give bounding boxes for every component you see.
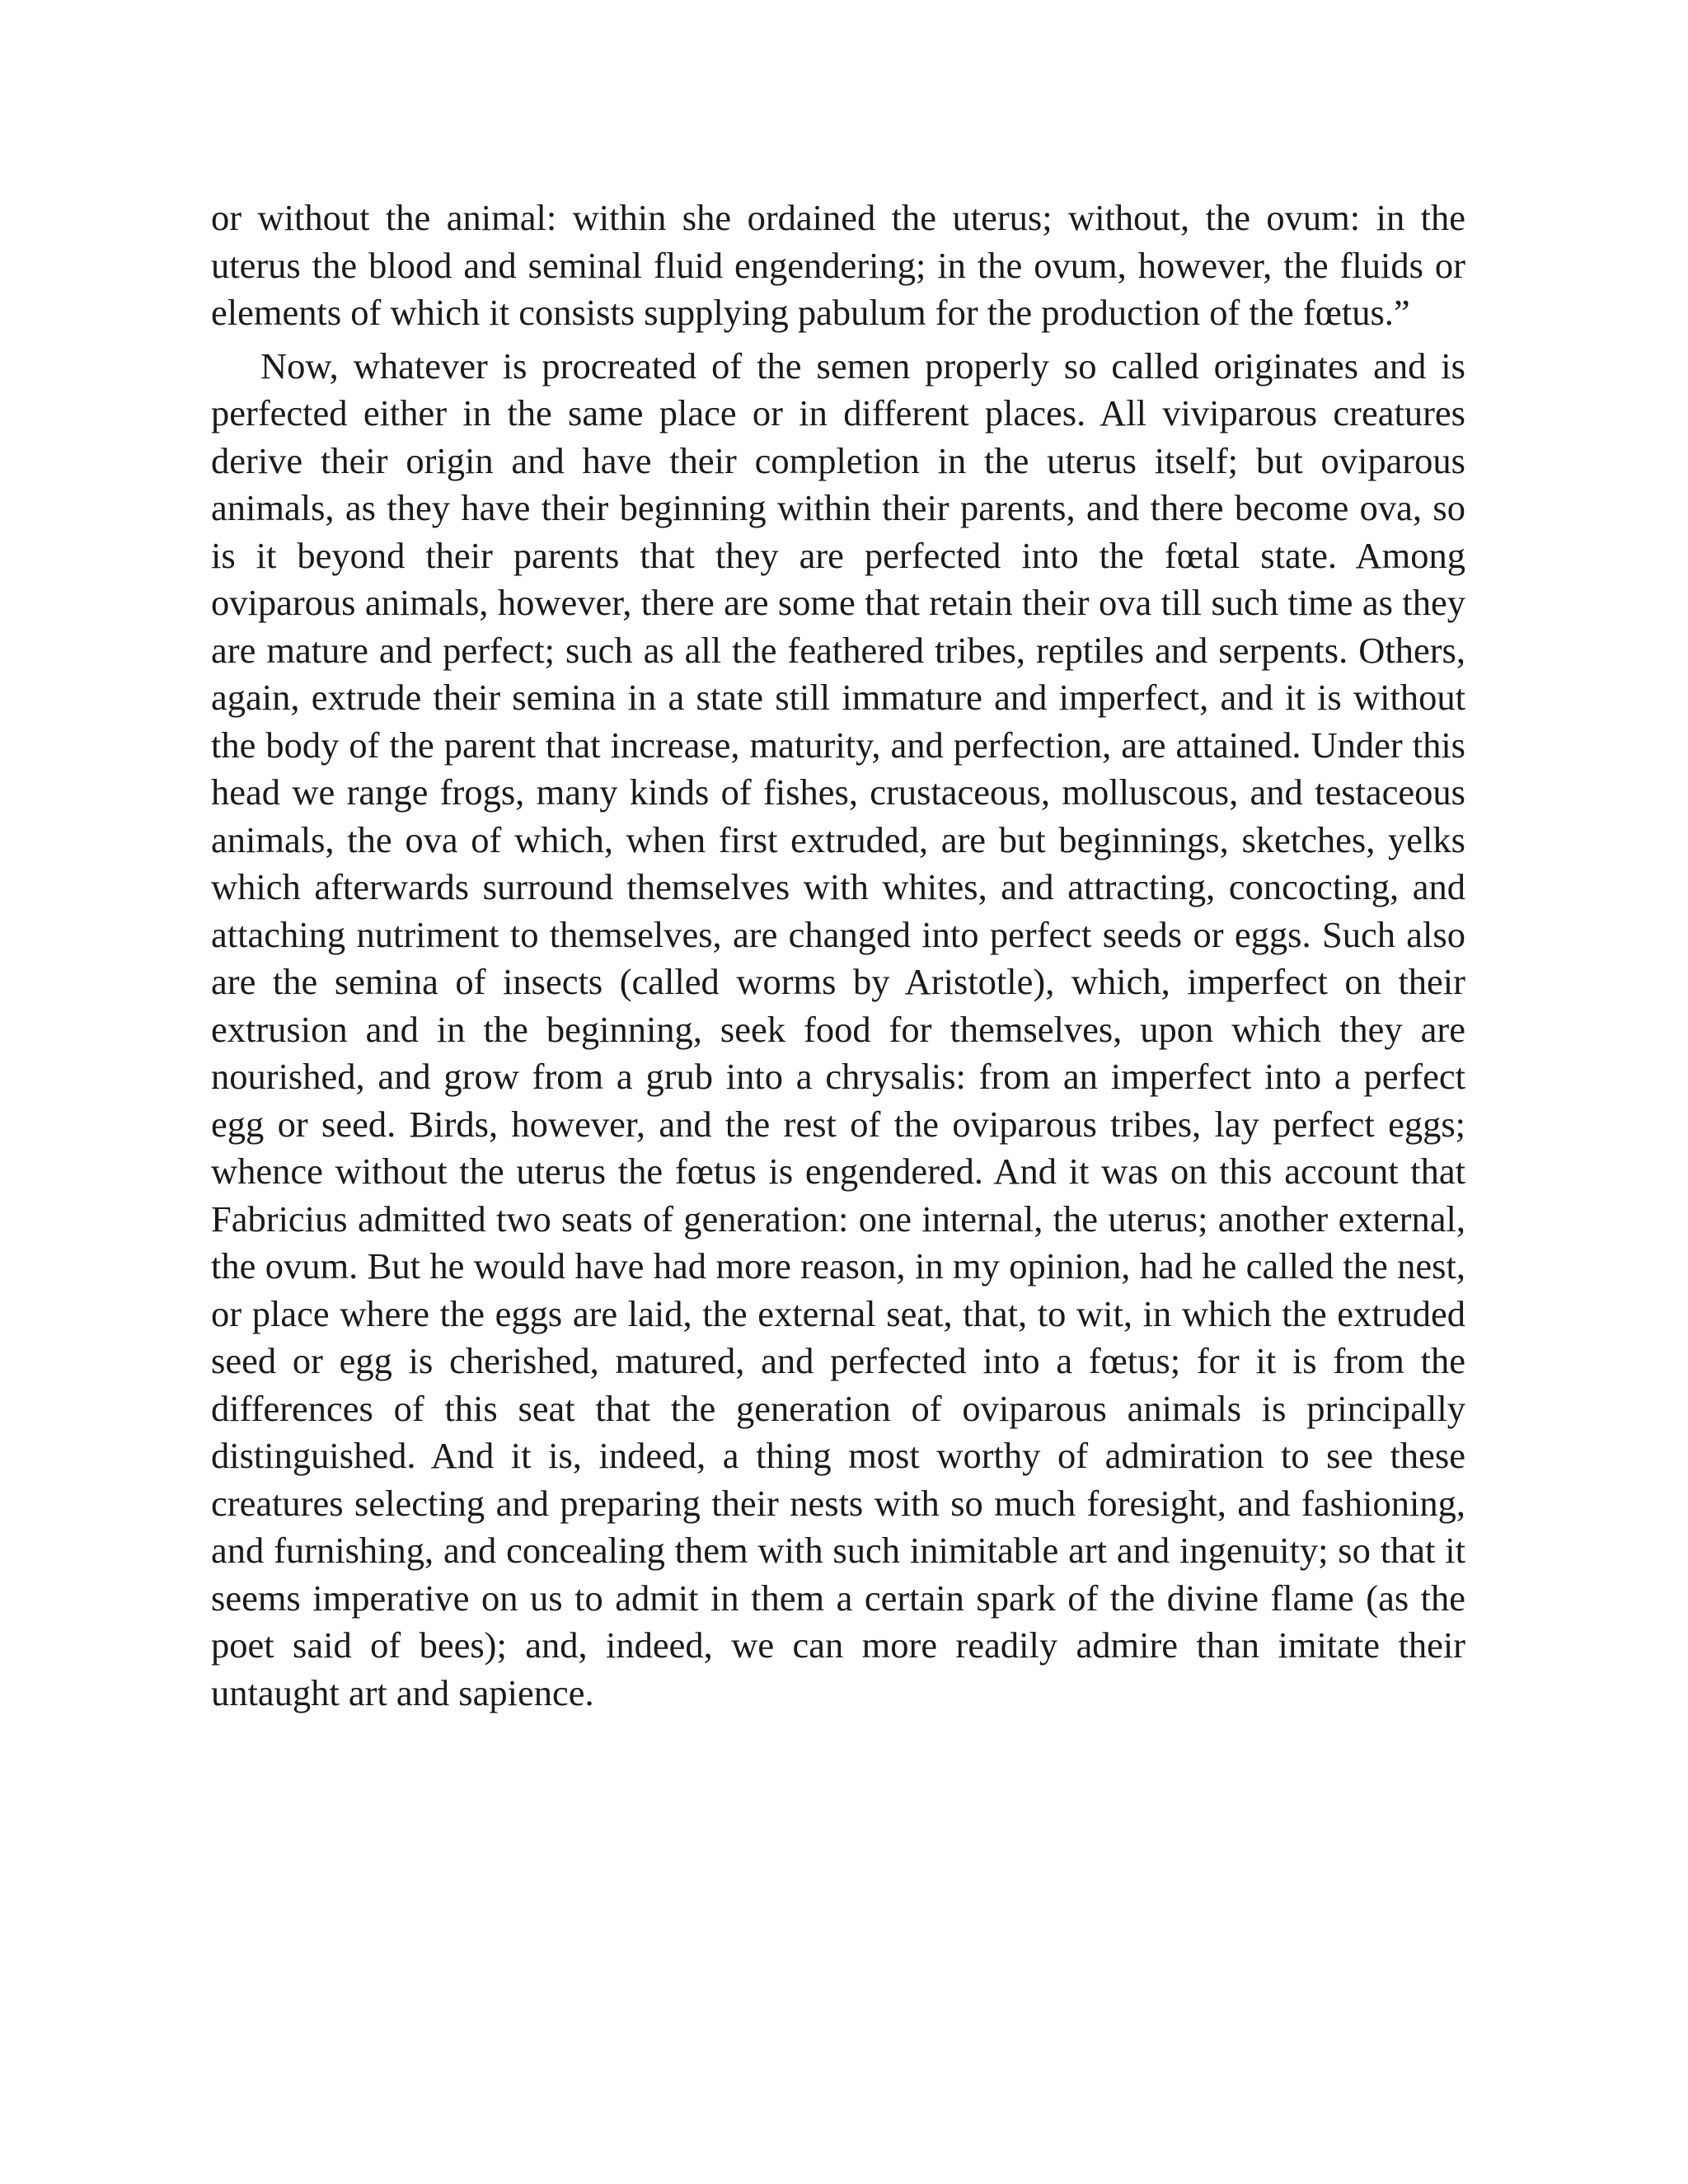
- paragraph-main: Now, whatever is procreated of the semen properly so called originates and is perfected either in the same place or in different places. All viviparous creatures derive their origin and have their completion in the uterus itself; but oviparous animals, as they have their beginning within their parents, and there become ova, so is it beyond their parents that they are perfected into the fœtal state. Among oviparous animals, however, there are some that retain their ova till such time as they are mature and perfect; such as all the feathered tribes, reptiles and serpents. Others, again, extrude their semina in a state still immature and imperfect, and it is without the body of the parent that increase, maturity, and perfection, are attained. Under this head we range frogs, many kinds of fishes, crustaceous, molluscous, and testaceous animals, the ova of which, when first extruded, are but beginnings, sketches, yelks which afterwards surround themselves with whites, and attracting, concocting, and attaching nutriment to themselves, are changed into perfect seeds or eggs. Such also are the semina of insects (called worms by Aristotle), which, imperfect on their extrusion and in the beginning, seek food for themselves, upon which they are nourished, and grow from a grub into a chrysalis: from an imperfect into a perfect egg or seed. Birds, however, and the rest of the oviparous tribes, lay perfect eggs; whence without the uterus the fœtus is engendered. And it was on this account that Fabricius admitted two seats of generation: one internal, the uterus; another external, the ovum. But he would have had more reason, in my opinion, had he called the nest, or place where the eggs are laid, the external seat, that, to wit, in which the extruded seed or egg is cherished, matured, and perfected into a fœtus; for it is from the differences of this seat that the generation of oviparous animals is principally distinguished. And it is, indeed, a thing most worthy of admiration to see these creatures selecting and preparing their nests with so much foresight, and fashioning, and furnishing, and concealing them with such inimitable art and ingenuity; so that it seems imperative on us to admit in them a certain spark of the divine flame (as the poet said of bees); and, indeed, we can more readily admire than imitate their untaught art and sapience.: [211, 344, 1465, 1713]
- document-page: [211, 194, 1465, 1717]
- paragraph-continued: or without the animal: within she ordained the uterus; without, the ovum: in the uterus the blood and seminal fluid engendering; in the ovum, however, the fluids or elements of which it consists supplying pabulum for the production of the fœtus.”: [211, 197, 1465, 333]
